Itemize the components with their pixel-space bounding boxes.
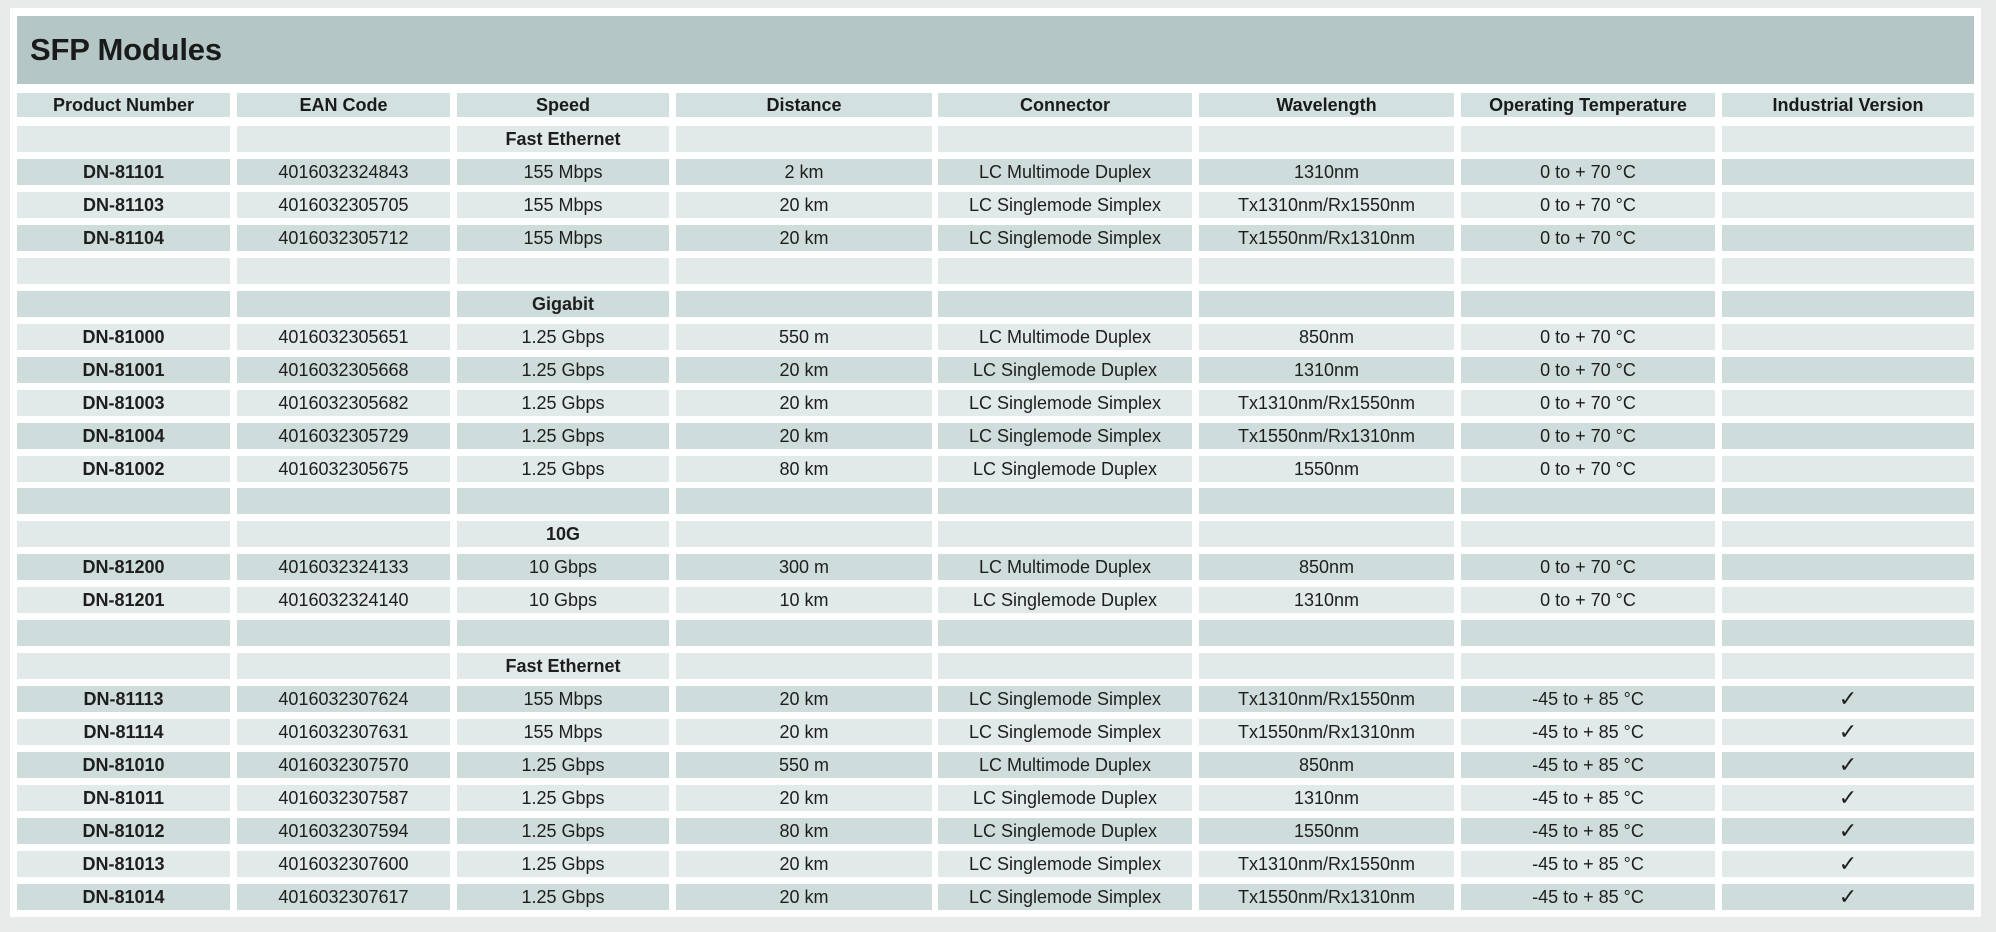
cell-distance: 20 km [676, 851, 932, 877]
column-header-speed: Speed [457, 93, 669, 117]
cell-wavelength: 850nm [1199, 324, 1454, 350]
cell-product-number: DN-81004 [17, 423, 230, 449]
column-header-distance: Distance [676, 93, 932, 117]
column-header-ean-code: EAN Code [237, 93, 450, 117]
empty-cell [237, 488, 450, 514]
empty-cell [237, 653, 450, 679]
cell-connector: LC Singlemode Simplex [938, 884, 1192, 910]
cell-distance: 80 km [676, 818, 932, 844]
empty-cell [1199, 126, 1454, 152]
empty-cell [1199, 521, 1454, 547]
cell-wavelength: 1310nm [1199, 587, 1454, 613]
industrial-check-icon: ✓ [1722, 752, 1974, 778]
empty-cell [17, 620, 230, 646]
cell-distance: 20 km [676, 390, 932, 416]
cell-ean-code: 4016032305729 [237, 423, 450, 449]
cell-operating-temperature: -45 to + 85 °C [1461, 686, 1715, 712]
empty-cell [676, 521, 932, 547]
cell-ean-code: 4016032307600 [237, 851, 450, 877]
cell-operating-temperature: -45 to + 85 °C [1461, 884, 1715, 910]
cell-product-number: DN-81104 [17, 225, 230, 251]
industrial-check-icon [1722, 587, 1974, 613]
empty-cell [237, 521, 450, 547]
cell-wavelength: Tx1550nm/Rx1310nm [1199, 884, 1454, 910]
cell-distance: 550 m [676, 324, 932, 350]
cell-distance: 300 m [676, 554, 932, 580]
cell-connector: LC Singlemode Simplex [938, 192, 1192, 218]
column-header-connector: Connector [938, 93, 1192, 117]
cell-distance: 2 km [676, 159, 932, 185]
cell-wavelength: Tx1310nm/Rx1550nm [1199, 851, 1454, 877]
cell-product-number: DN-81103 [17, 192, 230, 218]
cell-wavelength: 1310nm [1199, 785, 1454, 811]
cell-operating-temperature: 0 to + 70 °C [1461, 225, 1715, 251]
cell-connector: LC Multimode Duplex [938, 159, 1192, 185]
cell-product-number: DN-81011 [17, 785, 230, 811]
cell-speed: 1.25 Gbps [457, 884, 669, 910]
industrial-check-icon: ✓ [1722, 686, 1974, 712]
cell-ean-code: 4016032324133 [237, 554, 450, 580]
column-header-product-number: Product Number [17, 93, 230, 117]
cell-speed: 155 Mbps [457, 719, 669, 745]
cell-ean-code: 4016032305675 [237, 456, 450, 482]
cell-wavelength: 1310nm [1199, 159, 1454, 185]
cell-speed: 1.25 Gbps [457, 785, 669, 811]
cell-wavelength: 1310nm [1199, 357, 1454, 383]
industrial-check-icon: ✓ [1722, 851, 1974, 877]
cell-operating-temperature: 0 to + 70 °C [1461, 159, 1715, 185]
empty-cell [676, 653, 932, 679]
empty-cell [1199, 291, 1454, 317]
empty-cell [237, 258, 450, 284]
cell-operating-temperature: -45 to + 85 °C [1461, 719, 1715, 745]
cell-product-number: DN-81113 [17, 686, 230, 712]
cell-connector: LC Singlemode Duplex [938, 587, 1192, 613]
empty-cell [1461, 488, 1715, 514]
group-label: Fast Ethernet [457, 126, 669, 152]
empty-cell [676, 126, 932, 152]
cell-distance: 80 km [676, 456, 932, 482]
cell-ean-code: 4016032305682 [237, 390, 450, 416]
cell-ean-code: 4016032324843 [237, 159, 450, 185]
cell-ean-code: 4016032307631 [237, 719, 450, 745]
empty-cell [676, 291, 932, 317]
cell-distance: 20 km [676, 719, 932, 745]
cell-speed: 1.25 Gbps [457, 324, 669, 350]
cell-operating-temperature: -45 to + 85 °C [1461, 752, 1715, 778]
cell-wavelength: Tx1550nm/Rx1310nm [1199, 423, 1454, 449]
cell-wavelength: Tx1310nm/Rx1550nm [1199, 390, 1454, 416]
empty-cell [1461, 620, 1715, 646]
cell-product-number: DN-81014 [17, 884, 230, 910]
empty-cell [17, 488, 230, 514]
cell-operating-temperature: 0 to + 70 °C [1461, 587, 1715, 613]
column-header-wavelength: Wavelength [1199, 93, 1454, 117]
industrial-check-icon [1722, 192, 1974, 218]
cell-ean-code: 4016032307617 [237, 884, 450, 910]
cell-product-number: DN-81010 [17, 752, 230, 778]
cell-connector: LC Singlemode Duplex [938, 357, 1192, 383]
empty-cell [1722, 521, 1974, 547]
cell-operating-temperature: 0 to + 70 °C [1461, 456, 1715, 482]
cell-speed: 1.25 Gbps [457, 357, 669, 383]
empty-cell [676, 258, 932, 284]
empty-cell [1461, 653, 1715, 679]
empty-cell [938, 291, 1192, 317]
industrial-check-icon [1722, 423, 1974, 449]
cell-speed: 1.25 Gbps [457, 851, 669, 877]
empty-cell [237, 291, 450, 317]
cell-ean-code: 4016032307587 [237, 785, 450, 811]
cell-connector: LC Singlemode Simplex [938, 851, 1192, 877]
column-header-industrial-version: Industrial Version [1722, 93, 1974, 117]
cell-product-number: DN-81003 [17, 390, 230, 416]
cell-product-number: DN-81002 [17, 456, 230, 482]
cell-wavelength: Tx1550nm/Rx1310nm [1199, 719, 1454, 745]
cell-connector: LC Singlemode Simplex [938, 719, 1192, 745]
industrial-check-icon: ✓ [1722, 719, 1974, 745]
cell-ean-code: 4016032307594 [237, 818, 450, 844]
cell-wavelength: Tx1550nm/Rx1310nm [1199, 225, 1454, 251]
empty-cell [237, 620, 450, 646]
cell-distance: 10 km [676, 587, 932, 613]
cell-product-number: DN-81201 [17, 587, 230, 613]
empty-cell [1199, 620, 1454, 646]
cell-speed: 155 Mbps [457, 686, 669, 712]
industrial-check-icon: ✓ [1722, 785, 1974, 811]
cell-wavelength: Tx1310nm/Rx1550nm [1199, 686, 1454, 712]
empty-cell [938, 653, 1192, 679]
cell-distance: 550 m [676, 752, 932, 778]
cell-speed: 155 Mbps [457, 159, 669, 185]
cell-speed: 1.25 Gbps [457, 390, 669, 416]
cell-connector: LC Singlemode Simplex [938, 423, 1192, 449]
cell-connector: LC Singlemode Simplex [938, 686, 1192, 712]
cell-operating-temperature: -45 to + 85 °C [1461, 851, 1715, 877]
empty-cell [938, 126, 1192, 152]
cell-speed: 1.25 Gbps [457, 818, 669, 844]
cell-distance: 20 km [676, 423, 932, 449]
cell-connector: LC Multimode Duplex [938, 752, 1192, 778]
industrial-check-icon [1722, 554, 1974, 580]
cell-ean-code: 4016032305651 [237, 324, 450, 350]
cell-operating-temperature: -45 to + 85 °C [1461, 818, 1715, 844]
cell-speed: 10 Gbps [457, 554, 669, 580]
empty-cell [938, 521, 1192, 547]
empty-cell [1722, 291, 1974, 317]
empty-cell [938, 488, 1192, 514]
empty-cell [1461, 291, 1715, 317]
industrial-check-icon [1722, 225, 1974, 251]
empty-cell [1722, 653, 1974, 679]
cell-distance: 20 km [676, 785, 932, 811]
cell-wavelength: 850nm [1199, 554, 1454, 580]
industrial-check-icon [1722, 324, 1974, 350]
cell-product-number: DN-81001 [17, 357, 230, 383]
empty-cell [17, 291, 230, 317]
cell-operating-temperature: -45 to + 85 °C [1461, 785, 1715, 811]
cell-product-number: DN-81012 [17, 818, 230, 844]
empty-cell [676, 620, 932, 646]
empty-cell [938, 620, 1192, 646]
empty-cell [676, 488, 932, 514]
empty-cell [1199, 488, 1454, 514]
cell-speed: 10 Gbps [457, 587, 669, 613]
empty-cell [17, 653, 230, 679]
cell-distance: 20 km [676, 357, 932, 383]
empty-cell [1722, 488, 1974, 514]
cell-ean-code: 4016032307570 [237, 752, 450, 778]
cell-speed: 1.25 Gbps [457, 456, 669, 482]
cell-ean-code: 4016032324140 [237, 587, 450, 613]
cell-speed: 155 Mbps [457, 225, 669, 251]
industrial-check-icon: ✓ [1722, 884, 1974, 910]
cell-distance: 20 km [676, 225, 932, 251]
industrial-check-icon [1722, 456, 1974, 482]
page-title: SFP Modules [30, 32, 222, 67]
cell-operating-temperature: 0 to + 70 °C [1461, 390, 1715, 416]
empty-cell [1199, 653, 1454, 679]
cell-connector: LC Multimode Duplex [938, 324, 1192, 350]
empty-cell [1722, 126, 1974, 152]
empty-cell [938, 258, 1192, 284]
industrial-check-icon [1722, 390, 1974, 416]
cell-connector: LC Singlemode Duplex [938, 818, 1192, 844]
cell-connector: LC Multimode Duplex [938, 554, 1192, 580]
cell-distance: 20 km [676, 884, 932, 910]
group-label: Gigabit [457, 291, 669, 317]
empty-cell [457, 620, 669, 646]
cell-operating-temperature: 0 to + 70 °C [1461, 423, 1715, 449]
industrial-check-icon [1722, 159, 1974, 185]
empty-cell [1461, 126, 1715, 152]
cell-connector: LC Singlemode Simplex [938, 390, 1192, 416]
cell-ean-code: 4016032307624 [237, 686, 450, 712]
cell-product-number: DN-81114 [17, 719, 230, 745]
cell-operating-temperature: 0 to + 70 °C [1461, 357, 1715, 383]
cell-operating-temperature: 0 to + 70 °C [1461, 554, 1715, 580]
industrial-check-icon: ✓ [1722, 818, 1974, 844]
empty-cell [457, 488, 669, 514]
empty-cell [1722, 258, 1974, 284]
cell-ean-code: 4016032305668 [237, 357, 450, 383]
industrial-check-icon [1722, 357, 1974, 383]
empty-cell [457, 258, 669, 284]
cell-speed: 1.25 Gbps [457, 752, 669, 778]
empty-cell [1722, 620, 1974, 646]
cell-wavelength: 1550nm [1199, 818, 1454, 844]
empty-cell [1199, 258, 1454, 284]
cell-ean-code: 4016032305705 [237, 192, 450, 218]
cell-connector: LC Singlemode Duplex [938, 785, 1192, 811]
cell-product-number: DN-81200 [17, 554, 230, 580]
column-header-operating-temperature: Operating Temperature [1461, 93, 1715, 117]
cell-product-number: DN-81013 [17, 851, 230, 877]
cell-distance: 20 km [676, 192, 932, 218]
empty-cell [17, 521, 230, 547]
cell-operating-temperature: 0 to + 70 °C [1461, 324, 1715, 350]
cell-speed: 1.25 Gbps [457, 423, 669, 449]
cell-distance: 20 km [676, 686, 932, 712]
cell-wavelength: 850nm [1199, 752, 1454, 778]
empty-cell [1461, 521, 1715, 547]
cell-product-number: DN-81000 [17, 324, 230, 350]
group-label: 10G [457, 521, 669, 547]
empty-cell [237, 126, 450, 152]
cell-operating-temperature: 0 to + 70 °C [1461, 192, 1715, 218]
group-label: Fast Ethernet [457, 653, 669, 679]
cell-connector: LC Singlemode Duplex [938, 456, 1192, 482]
cell-connector: LC Singlemode Simplex [938, 225, 1192, 251]
cell-speed: 155 Mbps [457, 192, 669, 218]
empty-cell [1461, 258, 1715, 284]
cell-ean-code: 4016032305712 [237, 225, 450, 251]
cell-wavelength: 1550nm [1199, 456, 1454, 482]
empty-cell [17, 126, 230, 152]
cell-wavelength: Tx1310nm/Rx1550nm [1199, 192, 1454, 218]
empty-cell [17, 258, 230, 284]
cell-product-number: DN-81101 [17, 159, 230, 185]
